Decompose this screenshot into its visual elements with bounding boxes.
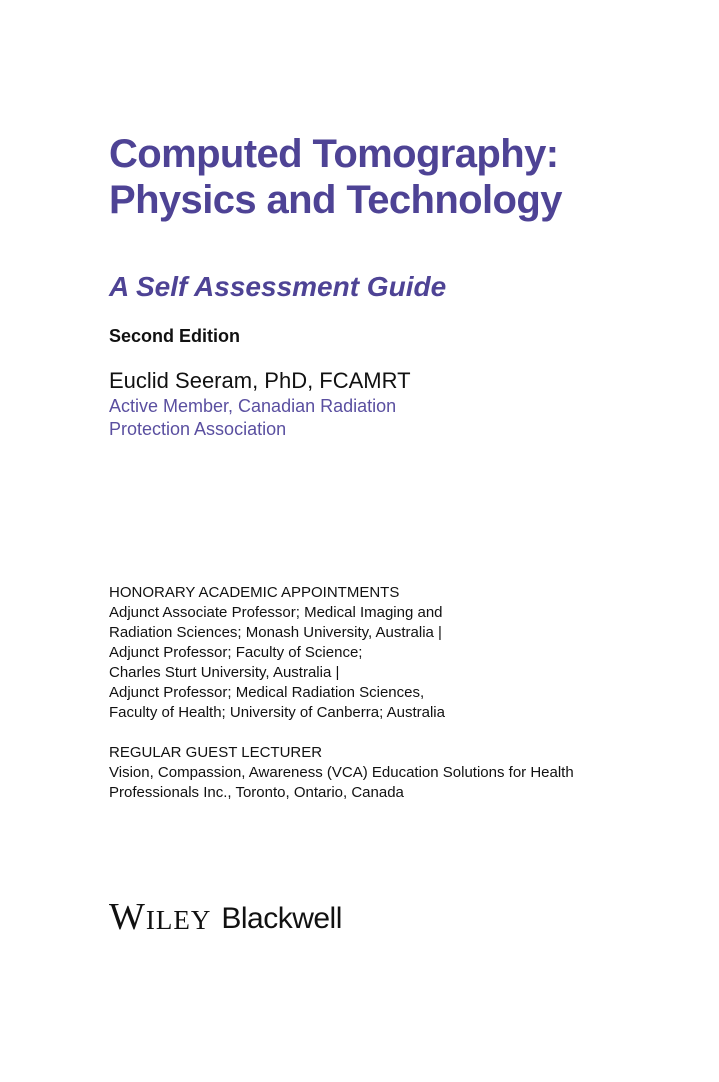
blackwell-wordmark: Blackwell bbox=[221, 902, 342, 935]
lecturer-line-1: Vision, Compassion, Awareness (VCA) Education Solutions for Health bbox=[109, 764, 574, 781]
guest-lecturer bbox=[109, 743, 574, 803]
honorary-line-2: Radiation Sciences; Monash University, Australia | bbox=[109, 624, 442, 641]
honorary-line-5: Adjunct Professor; Medical Radiation Sciences, bbox=[109, 684, 425, 701]
book-title bbox=[109, 131, 562, 223]
honorary-line-3: Adjunct Professor; Faculty of Science; bbox=[109, 644, 363, 661]
honorary-line-4: Charles Sturt University, Australia | bbox=[109, 664, 340, 681]
lecturer-line-2: Professionals Inc., Toronto, Ontario, Canada bbox=[109, 784, 404, 801]
affiliation-line-2: Protection Association bbox=[109, 419, 287, 439]
lecturer-heading: REGULAR GUEST LECTURER bbox=[109, 744, 323, 761]
affiliation-line-1: Active Member, Canadian Radiation bbox=[109, 396, 397, 416]
honorary-line-1: Adjunct Associate Professor; Medical Imaging and bbox=[109, 604, 443, 621]
honorary-line-6: Faculty of Health; University of Canberra; Australia bbox=[109, 704, 445, 721]
book-subtitle: A Self Assessment Guide bbox=[109, 271, 447, 302]
wiley-wordmark: Wiley bbox=[109, 896, 212, 938]
author-affiliation bbox=[109, 395, 396, 441]
author-name: Euclid Seeram, PhD, FCAMRT bbox=[109, 368, 411, 393]
honorary-appointments bbox=[109, 583, 445, 723]
honorary-heading: HONORARY ACADEMIC APPOINTMENTS bbox=[109, 584, 400, 601]
book-edition: Second Edition bbox=[109, 326, 241, 346]
book-title-line-1: Computed Tomography: bbox=[109, 132, 559, 176]
publisher-logo bbox=[109, 896, 342, 936]
book-title-line-2: Physics and Technology bbox=[109, 178, 562, 222]
